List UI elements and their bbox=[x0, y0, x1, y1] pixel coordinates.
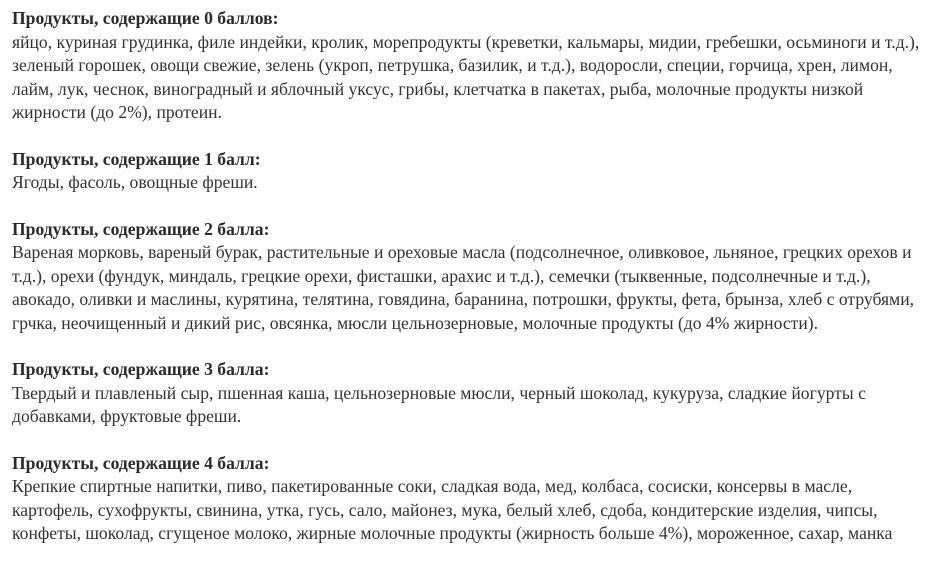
section-text: Крепкие спиртные напитки, пиво, пакетированные соки, сладкая вода, мед, колбаса, сосиски, консервы в масле, картофель, сухофрукты, свинина, утка, гусь, сало, майонез, мука, белый хлеб, сдоба, кондитерские изделия, чипсы, конфеты, шоколад, сгущеное молоко, жирные молочные продукты (жирность больше 4%), мороженное, сахар, манка bbox=[12, 476, 893, 543]
section-4-points bbox=[12, 452, 921, 546]
section-heading: Продукты, содержащие 0 баллов: bbox=[12, 8, 279, 28]
section-3-points bbox=[12, 358, 921, 429]
section-2-points bbox=[12, 218, 921, 336]
section-0-points bbox=[12, 7, 921, 125]
section-1-point bbox=[12, 148, 921, 195]
section-text: Вареная морковь, вареный бурак, растительные и ореховые масла (подсолнечное, оливковое, льняное, грецких орехов и т.д.), орехи (фундук, миндаль, грецкие орехи, фисташки, арахис и т.д.), семечки (тыквенные, подсолнечные и т.д.), авокадо, оливки и маслины, курятина, телятина, говядина, баранина, потрошки, фрукты, фета, брынза, хлеб с отрубями, грчка, неочищенный и дикий рис, овсянка, мюсли цельнозерновые, молочные продукты (до 4% жирности). bbox=[12, 242, 915, 333]
section-heading: Продукты, содержащие 4 балла: bbox=[12, 452, 270, 473]
section-heading: Продукты, содержащие 1 балл: bbox=[12, 148, 261, 169]
section-heading: Продукты, содержащие 2 балла: bbox=[12, 218, 270, 239]
section-heading: Продукты, содержащие 3 балла: bbox=[12, 359, 270, 379]
section-text: Твердый и плавленый сыр, пшенная каша, цельнозерновые мюсли, черный шоколад, кукуруза, сладкие йогурты с добавками, фруктовые фреши. bbox=[12, 382, 866, 426]
section-text: Ягоды, фасоль, овощные фреши. bbox=[12, 172, 258, 192]
section-text: яйцо, куриная грудинка, филе индейки, кролик, морепродукты (креветки, кальмары, мидии, гребешки, осьминоги и т.д.), зеленый горошек, овощи свежие, зелень (укроп, петрушка, базилик, и т.д.), водоросли, специи, горчица, хрен, лимон, лайм, лук, чеснок, виноградный и яблочный уксус, грибы, клетчатка в пакетах, рыба, молочные продукты низкой жирности (до 2%), протеин. bbox=[12, 31, 920, 122]
